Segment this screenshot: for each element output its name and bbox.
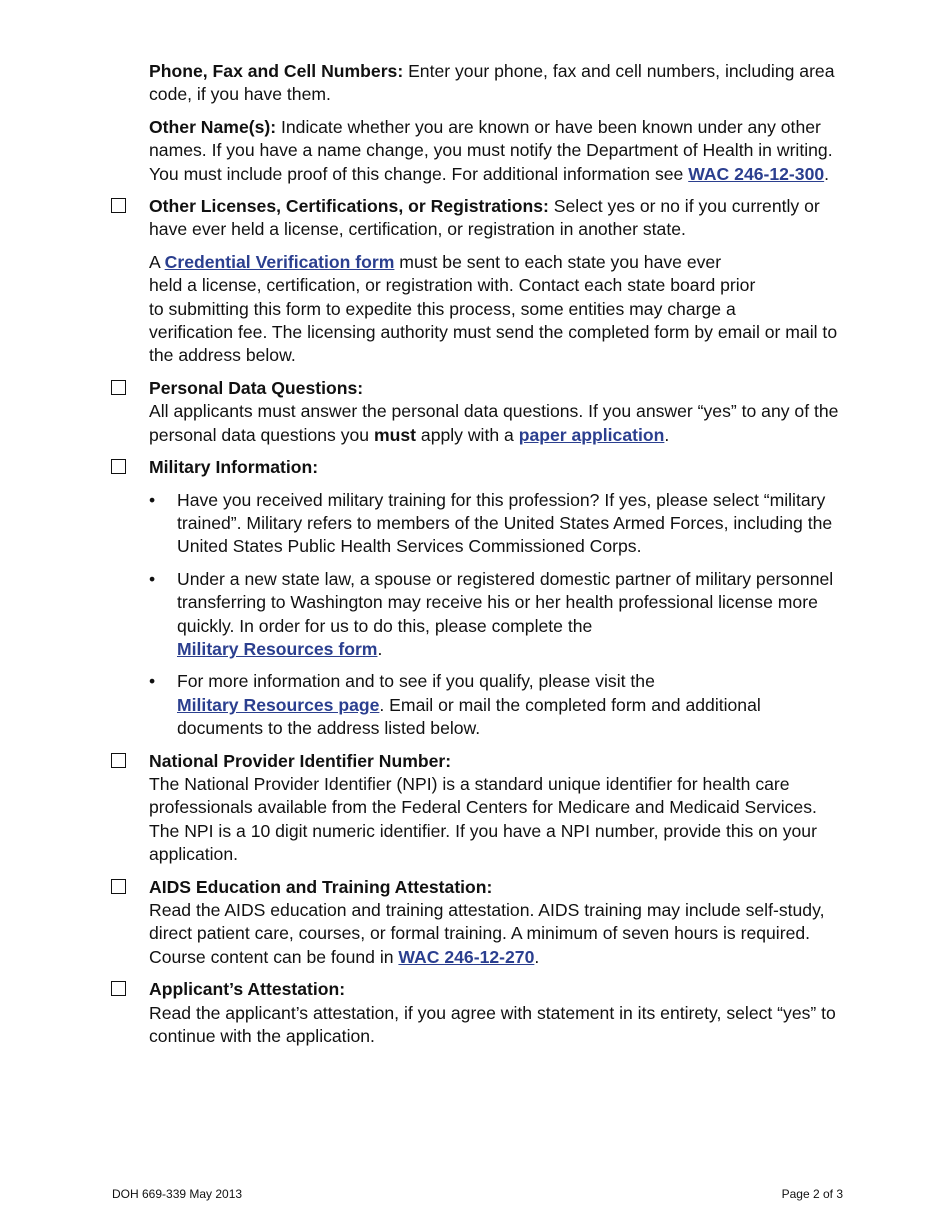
wac-246-12-300-link[interactable]: WAC 246-12-300 <box>688 163 825 184</box>
npi-text: The National Provider Identifier (NPI) is a standard unique identifier for health care professionals available from the Federal Centers for Medicare and Medicaid Services. The NPI is a 10 digit numeric identifier. If you have a NPI number, provide this on your application. <box>149 773 817 865</box>
paper-application-link[interactable]: paper application <box>518 424 665 445</box>
aids-section <box>149 876 849 970</box>
military-bullet3-end: . Email or mail the completed form and additional documents to the address listed below. <box>177 694 761 739</box>
credential-line2: held a license, certification, or registration with. Contact each state board prior <box>149 275 756 296</box>
credential-verification-form-link[interactable]: Credential Verification form <box>164 251 395 272</box>
instructions-content <box>149 60 849 1057</box>
military-bullet-spouse <box>149 568 849 662</box>
applicant-attestation-section <box>149 978 849 1048</box>
military-bullets <box>149 489 849 741</box>
personal-data-checkbox[interactable] <box>111 380 126 395</box>
credential-pre: A <box>149 251 165 272</box>
military-bullet2-end: . <box>377 638 383 659</box>
personal-data-text: All applicants must answer the personal data questions. If you answer “yes” to any of the personal data questions you <box>149 401 839 445</box>
other-licenses-heading: Other Licenses, Certifications, or Registrations: <box>149 196 549 217</box>
npi-checkbox[interactable] <box>111 753 126 768</box>
other-names-heading: Other Name(s): <box>149 116 277 137</box>
applicant-attestation-checkbox[interactable] <box>111 981 126 996</box>
applicant-attestation-text: Read the applicant’s attestation, if you agree with statement in its entirety, select “yes” to continue with the application. <box>149 1002 836 1047</box>
military-bullet-training <box>149 489 849 559</box>
military-section <box>149 456 849 479</box>
military-heading: Military Information: <box>149 457 319 478</box>
bullet-icon: • <box>149 568 156 589</box>
military-checkbox[interactable] <box>111 459 126 474</box>
credential-rest: verification fee. The licensing authority must send the completed form by email or mail to the address below. <box>149 322 838 366</box>
military-bullet2-text: Under a new state law, a spouse or registered domestic partner of military personnel transferring to Washington may receive his or her health professional license more quickly. In order for us to do this, please complete the <box>177 568 834 636</box>
other-licenses-checkbox[interactable] <box>111 198 126 213</box>
aids-text: Read the AIDS education and training attestation. AIDS training may include self-study, direct patient care, courses, or formal training. A minimum of seven hours is required. Course content can be found in <box>149 900 825 967</box>
other-licenses-section <box>149 195 849 242</box>
aids-checkbox[interactable] <box>111 879 126 894</box>
wac-246-12-270-link[interactable]: WAC 246-12-270 <box>398 946 535 967</box>
npi-section <box>149 750 849 867</box>
other-licenses-text: Select yes or no if you currently or have ever held a license, certification, or registration in another state. <box>149 196 820 240</box>
aids-end: . <box>534 946 540 967</box>
npi-heading: National Provider Identifier Number: <box>149 750 452 771</box>
footer-form-number: DOH 669-339 May 2013 <box>112 1187 243 1201</box>
footer-page-number: Page 2 of 3 <box>781 1187 843 1201</box>
phone-section <box>149 60 849 107</box>
credential-line3: to submitting this form to expedite this process, some entities may charge a <box>149 298 736 319</box>
personal-data-heading: Personal Data Questions: <box>149 377 364 398</box>
military-bullet3-text: For more information and to see if you qualify, please visit the <box>177 671 655 692</box>
military-bullet-qualify <box>149 670 849 740</box>
bullet-icon: • <box>149 489 156 510</box>
military-resources-form-link[interactable]: Military Resources form <box>177 638 378 659</box>
credential-verification-paragraph <box>149 251 849 368</box>
personal-data-text2: apply with a <box>416 424 519 445</box>
phone-heading: Phone, Fax and Cell Numbers: <box>149 61 404 81</box>
aids-heading: AIDS Education and Training Attestation: <box>149 876 493 897</box>
applicant-attestation-heading: Applicant’s Attestation: <box>149 979 346 1000</box>
credential-line1-rest: must be sent to each state you have ever <box>394 251 722 272</box>
other-names-text: Indicate whether you are known or have been known under any other names. If you have a name change, you must notify the Department of Health in writing. You must include proof of this change. For additional information see <box>149 116 833 184</box>
military-resources-page-link[interactable]: Military Resources page <box>177 694 380 715</box>
military-bullet1-text: Have you received military training for this profession? If yes, please select “military trained”. Military refers to members of the United States Armed Forces, including the United States Public Health Services Commissioned Corps. <box>177 489 833 557</box>
other-names-end: . <box>824 163 830 184</box>
personal-data-section <box>149 377 849 447</box>
phone-text: Enter your phone, fax and cell numbers, including area code, if you have them. <box>149 61 835 105</box>
bullet-icon: • <box>149 671 156 692</box>
personal-data-end: . <box>664 424 670 445</box>
personal-data-must: must <box>373 424 417 445</box>
other-names-section <box>149 116 849 186</box>
